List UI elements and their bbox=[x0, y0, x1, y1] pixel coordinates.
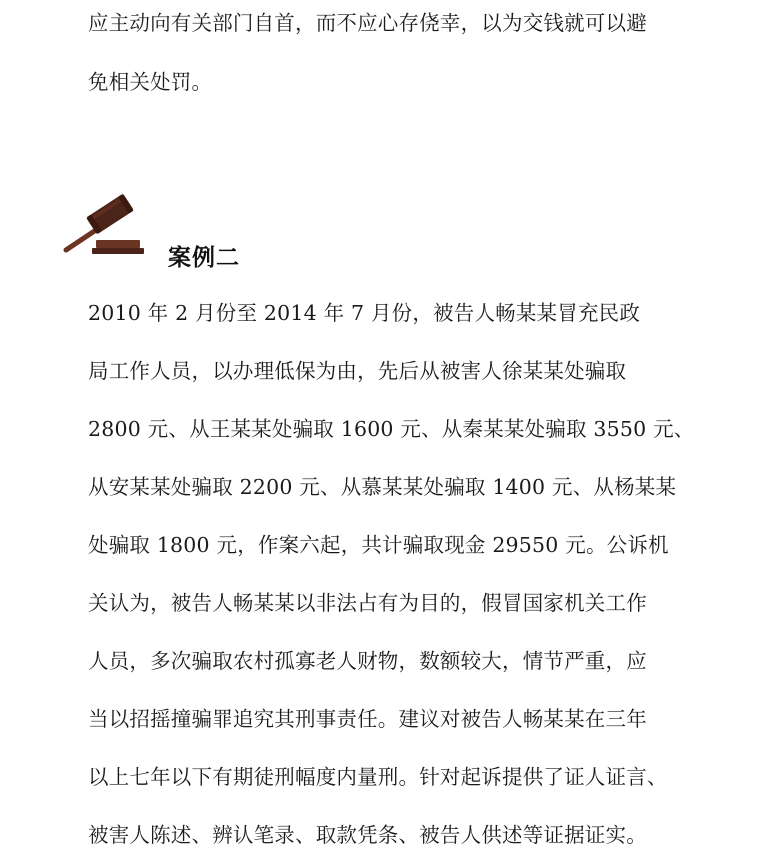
case-line-1: 2010 年 2 月份至 2014 年 7 月份，被告人畅某某冒充民政 bbox=[88, 301, 641, 325]
case-line-8: 当以招摇撞骗罪追究其刑事责任。建议对被告人畅某某在三年 bbox=[88, 707, 647, 731]
case-line-3: 2800 元、从王某某处骗取 1600 元、从秦某某处骗取 3550 元、 bbox=[88, 417, 695, 441]
case-line-5: 处骗取 1800 元，作案六起，共计骗取现金 29550 元。公诉机 bbox=[88, 533, 669, 557]
case-line-10: 被害人陈述、辨认笔录、取款凭条、被告人供述等证据证实。 bbox=[88, 823, 647, 847]
case-title: 案例二 bbox=[168, 245, 240, 271]
case-line-7: 人员，多次骗取农村孤寡老人财物，数额较大，情节严重，应 bbox=[88, 649, 647, 673]
gavel-icon bbox=[58, 190, 144, 256]
case-line-6: 关认为，被告人畅某某以非法占有为目的，假冒国家机关工作 bbox=[88, 591, 647, 615]
case-line-2: 局工作人员，以办理低保为由，先后从被害人徐某某处骗取 bbox=[88, 359, 627, 383]
case-line-4: 从安某某处骗取 2200 元、从慕某某处骗取 1400 元、从杨某某 bbox=[88, 475, 677, 499]
intro-line-2: 免相关处罚。 bbox=[88, 70, 213, 94]
intro-line-1: 应主动向有关部门自首，而不应心存侥幸，以为交钱就可以避 bbox=[88, 11, 647, 35]
case-line-9: 以上七年以下有期徒刑幅度内量刑。针对起诉提供了证人证言、 bbox=[88, 765, 668, 789]
